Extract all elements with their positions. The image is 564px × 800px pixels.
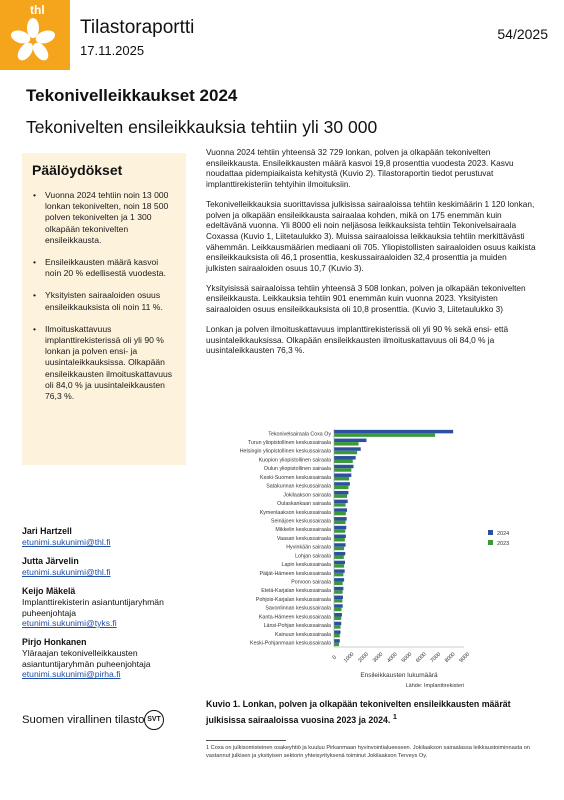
author-role: Yläraajan tekonivelleikkausten asiantuntijaryhmän puheenjohtaja: [22, 648, 151, 669]
finding-item: • Ensileikkausten määrä kasvoi noin 20 % edellisestä vuodesta.: [32, 257, 176, 279]
category-label: Lapin keskussairaala: [281, 562, 331, 569]
bar-2024: [334, 552, 345, 555]
bar-2023: [334, 590, 343, 593]
report-date: 17.11.2025: [80, 43, 145, 58]
x-tick-label: 9000: [458, 651, 471, 664]
bar-2024: [334, 622, 341, 625]
finding-item: • Vuonna 2024 tehtiin noin 13 000 lonkan tekonivelten, noin 18 500 polven tekonivelten ja 1 300 olkapään tekonivelten ensileikkausta.: [32, 190, 176, 246]
x-tick-label: 8000: [443, 651, 457, 664]
bar-2023: [334, 634, 340, 637]
x-tick-label: 6000: [415, 651, 428, 664]
category-label: Keski-Pohjanmaan keskussairaala: [250, 640, 331, 647]
bar-2024: [334, 578, 344, 581]
bar-2024: [334, 430, 453, 433]
thl-logo: [0, 0, 70, 70]
x-tick-label: 1000: [342, 651, 356, 664]
category-label: Oulun yliopistollinen sairaala: [263, 466, 331, 473]
finding-item: • Ilmoituskattavuus implanttirekisterissä oli yli 90 % lonkan ja polven ensi- ja uusintaleikkauksissa. Olkapään ensileikkausten ilmoituskattavuus oli 84,0 % ja uusintaleikkausten 76,3 %.: [32, 324, 176, 402]
bar-2023: [334, 643, 339, 646]
hospital-bar-chart: [206, 425, 536, 695]
bar-2023: [334, 547, 344, 550]
bar-2024: [334, 543, 346, 546]
bar-2024: [334, 500, 348, 503]
author-block: [22, 586, 192, 629]
bar-2023: [334, 460, 353, 463]
legend-label: 2024: [497, 531, 510, 537]
category-label: Turun yliopistollinen keskussairaala: [247, 439, 331, 446]
bar-2024: [334, 596, 343, 599]
figure-caption: [206, 699, 536, 726]
report-number: 54/2025: [497, 26, 548, 42]
page-title: Tekonivelleikkaukset 2024: [26, 86, 238, 105]
bar-2023: [334, 599, 342, 602]
category-label: Lohjan sairaala: [295, 553, 331, 560]
category-label: Satakunnan keskussairaala: [266, 483, 331, 490]
findings-heading: Päälöydökset: [32, 162, 123, 178]
footnote-divider: [206, 740, 286, 741]
author-role: Implanttirekisterin asiantuntijaryhmän puheenjohtaja: [22, 597, 164, 618]
author-email-link[interactable]: etunimi.sukunimi@thl.fi: [22, 567, 111, 577]
bar-2024: [334, 517, 347, 520]
bar-2024: [334, 447, 361, 450]
category-label: Kainuun keskussairaala: [275, 631, 331, 638]
body-paragraph: Tekonivelleikkauksia suorittavissa julkisissa sairaaloissa tehtiin keskimäärin 1 120 lonkan, polven ja olkapään ensileikkausta sairaalaa kohden, mikä on 175 enemmän kuin edeltävänä vuonna. Yli 8000 eli noin neljäsosa leikkauksista tehtiin Tekonivelsairaala Coxassa (Kuvio 1, Liitetaulukko 3). Muissa sairaaloissa leikkauksia tehtiin merkittävästi vähemmän. Leikkausmäärien mediaani oli 705. Yliopistollisten sairaaloiden osuus kaikista ensileikkauksista oli 46,1 prosenttia, keskussairaaloiden 32,4 prosenttia ja muiden julkisten sairaaloiden osuus 10,7 (Kuvio 3).: [206, 198, 536, 274]
x-axis-label: Ensileikkausten lukumäärä: [360, 672, 438, 679]
bar-2023: [334, 512, 346, 515]
legend-swatch: [488, 530, 493, 535]
bar-2024: [334, 526, 346, 529]
bar-2024: [334, 456, 356, 459]
key-findings-box: [22, 153, 186, 465]
author-name: Pirjo Honkanen: [22, 637, 87, 648]
findings-list: [32, 190, 176, 402]
x-tick-label: 7000: [429, 651, 443, 664]
bar-2024: [334, 439, 367, 442]
author-email-link[interactable]: etunimi.sukunimi@tyks.fi: [22, 618, 117, 629]
bar-2023: [334, 503, 346, 506]
author-block: [22, 526, 192, 548]
bar-2024: [334, 535, 346, 538]
legend-swatch: [488, 540, 493, 545]
author-name: Jari Hartzell: [22, 526, 72, 536]
chart-svg: [206, 425, 536, 695]
category-label: Kymenlaakson keskussairaala: [259, 509, 331, 516]
category-label: Porvoon sairaala: [291, 579, 331, 586]
bar-2024: [334, 630, 341, 633]
category-label: Pohjois-Karjalan keskussairaala: [255, 596, 331, 603]
bar-2024: [334, 482, 350, 485]
body-text: [206, 147, 536, 365]
bar-2023: [334, 433, 435, 436]
x-tick-label: 0: [331, 654, 338, 661]
category-label: Kuopion yliopistollinen sairaala: [258, 457, 331, 464]
bar-2024: [334, 491, 348, 494]
author-name: Jutta Järvelin: [22, 556, 79, 566]
flower-logo-icon: [8, 16, 58, 66]
x-tick-label: 3000: [371, 651, 385, 664]
author-block: [22, 637, 192, 680]
x-tick-label: 4000: [386, 651, 399, 664]
category-label: Päijät-Hämeen keskussairaala: [259, 570, 331, 577]
bar-2024: [334, 561, 345, 564]
report-type: Tilastoraportti: [80, 17, 195, 38]
bar-2023: [334, 538, 345, 541]
bar-2023: [334, 625, 341, 628]
bar-2023: [334, 573, 343, 576]
author-email-link[interactable]: etunimi.sukunimi@pirha.fi: [22, 669, 121, 680]
bar-2023: [334, 494, 347, 497]
bar-2023: [334, 555, 344, 558]
category-label: Savonlinnan keskussairaala: [265, 605, 331, 612]
official-statistics-label: Suomen virallinen tilasto: [22, 714, 145, 726]
bar-2024: [334, 473, 351, 476]
author-email-link[interactable]: etunimi.sukunimi@thl.fi: [22, 537, 111, 547]
category-label: Keski-Suomen keskussairaala: [260, 474, 331, 481]
page-subtitle: Tekonivelten ensileikkauksia tehtiin yli 30 000: [26, 117, 378, 137]
svt-logo-icon: SVT: [144, 710, 164, 730]
footnote: 1 Coxa on julkisomisteinen osakeyhtiö ja kuuluu Pirkanmaan hyvinvointialueeseen. Jokilaakson sairaalassa leikkaustoiminnasta on vastannut julkisen ja yksityisen sektorin yhteisyrityksenä toiminut Jokilaakson Terveys Oy.: [206, 745, 530, 759]
author-name: Keijo Mäkelä: [22, 586, 76, 596]
bar-2024: [334, 587, 343, 590]
bar-2023: [334, 477, 349, 480]
body-paragraph: Vuonna 2024 tehtiin yhteensä 32 729 lonkan, polven ja olkapään tekonivelten ensileikkausta. Ensileikkausten määrä kasvoi 19,8 prosenttia vuodesta 2023. Kasvu noudattaa pidempiaikaista kehitystä (Kuvio 2). Tilastoraportin tiedot perustuvat implanttirekisteriin tehtyihin ilmoituksiin.: [206, 147, 514, 190]
bar-2023: [334, 582, 343, 585]
logo-text: thl: [30, 3, 45, 17]
category-label: Etelä-Karjalan keskussairaala: [261, 588, 331, 595]
category-label: Länsi-Pohjan keskussairaala: [263, 623, 331, 630]
caption-footnote-ref: 1: [392, 711, 397, 721]
category-label: Mikkelin keskussairaala: [275, 527, 331, 534]
finding-item: • Yksityisten sairaaloiden osuus ensileikkauksista oli noin 11 %.: [32, 290, 176, 312]
category-label: Jokilaakson sairaala: [283, 492, 331, 499]
bar-2023: [334, 521, 346, 524]
bar-2024: [334, 613, 342, 616]
authors-list: [22, 526, 192, 688]
legend-label: 2023: [497, 541, 510, 547]
bar-2023: [334, 529, 345, 532]
bar-2023: [334, 442, 359, 445]
category-label: Oulaskankaan sairaala: [277, 501, 331, 508]
author-block: [22, 556, 192, 578]
bar-2023: [334, 468, 351, 471]
category-label: Helsingin yliopistollinen keskussairaala: [239, 448, 331, 455]
category-label: Tekonivelsairaala Coxa Oy: [268, 431, 331, 438]
bar-2023: [334, 564, 344, 567]
category-label: Kanta-Hämeen keskussairaala: [258, 614, 331, 621]
bar-2024: [334, 508, 347, 511]
category-label: Vaasan keskussairaala: [276, 535, 331, 542]
bar-2024: [334, 465, 354, 468]
x-tick-label: 2000: [357, 651, 370, 664]
bar-2023: [334, 608, 342, 611]
bar-2023: [334, 451, 357, 454]
category-label: Hyvinkään sairaala: [286, 544, 331, 551]
caption-text: Kuvio 1. Lonkan, polven ja olkapään tekonivelten ensileikkausten määrät julkisissa sairaaloissa vuosina 2023 ja 2024.: [206, 699, 511, 725]
bar-2024: [334, 569, 345, 572]
chart-source: Lähde: Implanttirekisteri: [405, 683, 464, 689]
bar-2023: [334, 616, 341, 619]
bar-2024: [334, 604, 343, 607]
x-tick-label: 5000: [400, 651, 414, 664]
bar-2023: [334, 486, 348, 489]
body-paragraph: Lonkan ja polven ilmoituskattavuus implanttirekisterissä oli yli 90 % sekä ensi- että uusintaleikkauksissa. Olkapään ensileikkausten ilmoituskattavuus oli 84,0 % ja uusintaleikkausten 76,3 %.: [206, 323, 509, 356]
bar-2024: [334, 639, 340, 642]
body-paragraph: Yksityisissä sairaaloissa tehtiin yhteensä 3 508 lonkan, polven ja olkapään tekonivelten ensileikkausta. Leikkauksia tehtiin 901 enemmän kuin vuonna 2023. Yksityisten sairaaloiden osuus ensileikkauksista oli 10,8 prosenttia. (Kuvio 3, Liitetaulukko 3): [206, 282, 526, 315]
category-label: Seinäjoen keskussairaala: [270, 518, 331, 525]
